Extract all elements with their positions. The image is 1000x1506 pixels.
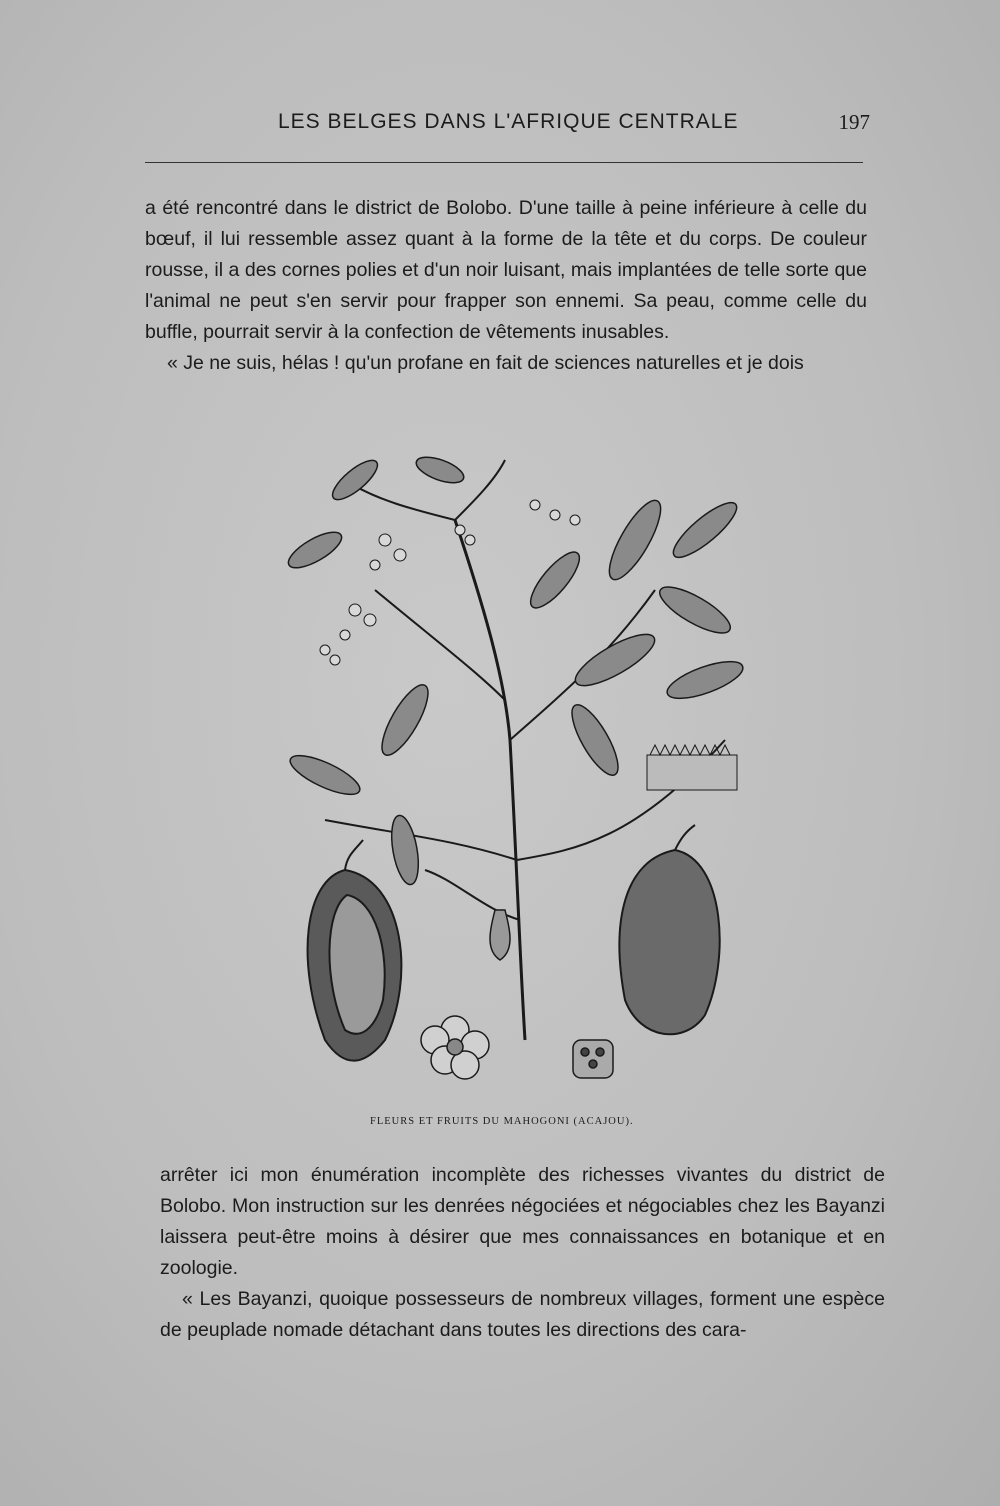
running-title: LES BELGES DANS L'AFRIQUE CENTRALE bbox=[278, 110, 739, 133]
botanical-illustration bbox=[255, 440, 785, 1120]
text-block-bottom bbox=[160, 1160, 885, 1346]
paragraph: « Je ne suis, hélas ! qu'un profane en fait de sciences naturelles et je dois bbox=[167, 352, 804, 374]
paragraph: arrêter ici mon énumération incomplète des richesses vivantes du district de Bolobo. Mon instruction sur les denrées négociées et négociables chez les Bayanzi laissera peut-être moins à désirer que mes connaissances en botanique et en zoologie. bbox=[160, 1164, 885, 1279]
page-header bbox=[150, 110, 870, 140]
text-block-top bbox=[145, 193, 867, 379]
page-number: 197 bbox=[838, 110, 870, 134]
paragraph: a été rencontré dans le district de Bolobo. D'une taille à peine inférieure à celle du bœuf, il lui ressemble assez quant à la forme de la tête et du corps. De couleur rousse, il a des cornes polies et d'un noir luisant, mais implantées de telle sorte que l'animal ne peut s'en servir pour frapper son ennemi. Sa peau, comme celle du buffle, pourrait servir à la confection de vêtements inusables. bbox=[145, 197, 867, 343]
paragraph: « Les Bayanzi, quoique possesseurs de nombreux villages, forment une espèce de peuplade nomade détachant dans toutes les directions des cara- bbox=[160, 1288, 885, 1341]
figure-caption: FLEURS ET FRUITS DU MAHOGONI (ACAJOU). bbox=[370, 1116, 634, 1127]
header-rule bbox=[145, 162, 863, 163]
mahogany-engraving bbox=[255, 440, 785, 1120]
